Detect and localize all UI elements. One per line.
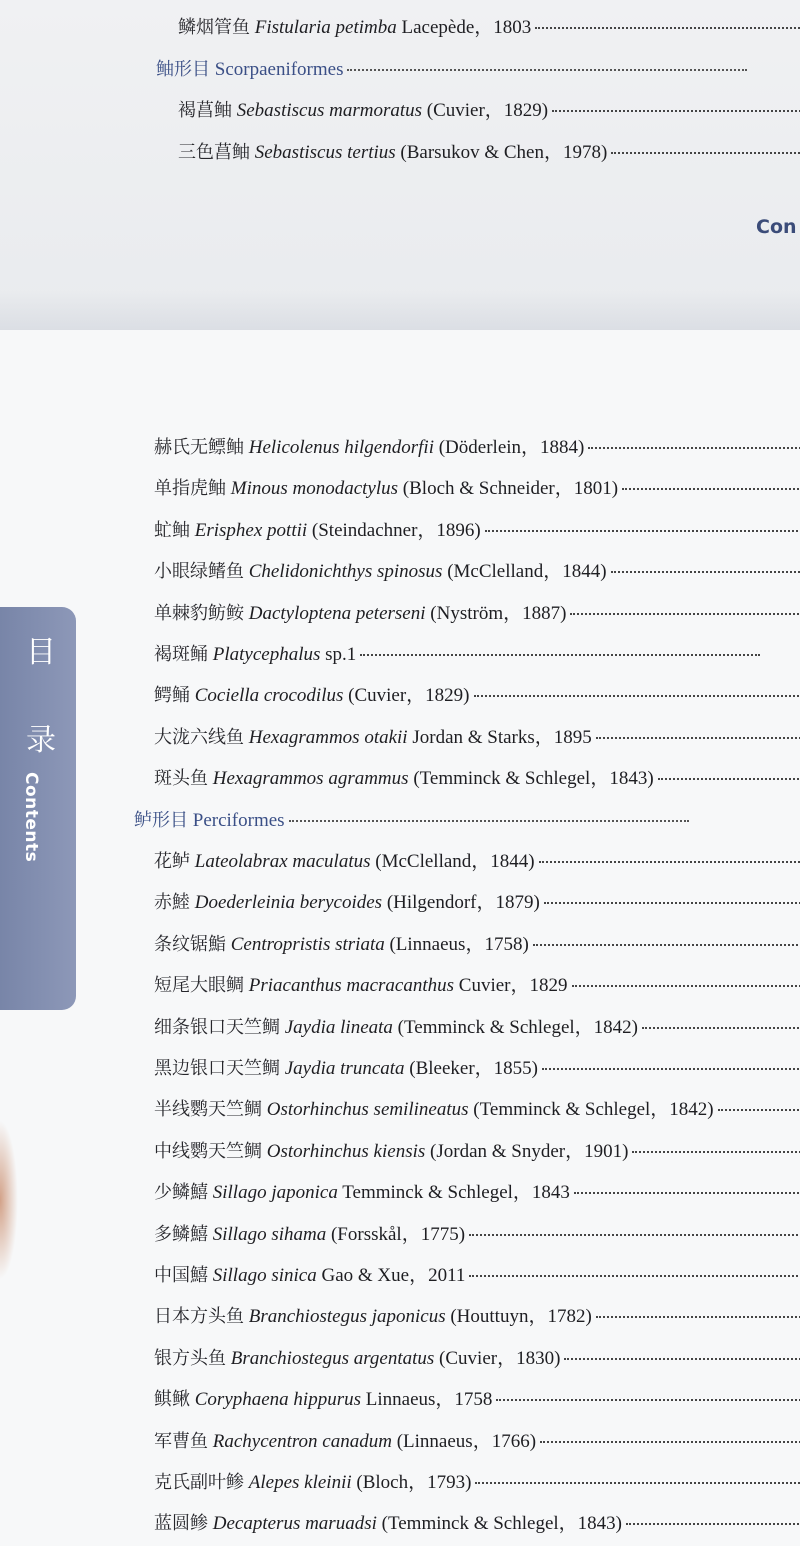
authority: Jordan & Starks，1895 bbox=[412, 726, 592, 748]
dot-leader bbox=[539, 861, 800, 863]
scientific-name: Dactyloptena peterseni bbox=[248, 602, 426, 624]
toc-entry bbox=[154, 560, 800, 584]
scientific-name: Priacanthus macracanthus bbox=[248, 975, 455, 997]
scientific-name: Hexagrammos otakii bbox=[248, 726, 408, 748]
species-chinese-name: 中线鹦天竺鲷 bbox=[154, 1140, 262, 1162]
species-chinese-name: 斑头鱼 bbox=[154, 768, 208, 790]
dot-leader bbox=[485, 530, 800, 532]
toc-entry bbox=[154, 1347, 800, 1371]
toc-entry bbox=[154, 767, 800, 791]
species-chinese-name: 褐斑鲬 bbox=[154, 644, 208, 665]
authority: (Bleeker，1855) bbox=[409, 1058, 539, 1079]
toc-entry bbox=[154, 1430, 800, 1454]
scientific-name: Lateolabrax maculatus bbox=[194, 851, 371, 872]
toc-entry bbox=[154, 891, 800, 915]
authority: Cuvier，1829 bbox=[458, 975, 568, 997]
authority: (Barsukov & Chen，1978) bbox=[400, 141, 608, 163]
dot-leader bbox=[469, 1275, 800, 1277]
toc-order-heading bbox=[134, 809, 800, 833]
authority: (Steindachner，1896) bbox=[311, 519, 481, 541]
dot-leader bbox=[611, 152, 800, 154]
toc-entry bbox=[154, 974, 800, 998]
dot-leader bbox=[474, 695, 800, 697]
dot-leader bbox=[535, 27, 800, 29]
scientific-name: Chelidonichthys spinosus bbox=[248, 561, 443, 583]
species-chinese-name: 蓝圆鲹 bbox=[154, 1513, 208, 1535]
scientific-name: Rachycentron canadum bbox=[212, 1430, 392, 1452]
authority: (Cuvier，1829) bbox=[426, 100, 549, 121]
scientific-name: Jaydia lineata bbox=[284, 1016, 393, 1038]
toc-entry bbox=[178, 141, 800, 165]
toc-entry bbox=[154, 436, 800, 460]
authority: (Temminck & Schlegel，1843) bbox=[381, 1513, 622, 1535]
dot-leader bbox=[596, 1316, 800, 1318]
current-page bbox=[0, 330, 800, 1546]
species-chinese-name: 虻鲉 bbox=[154, 519, 190, 541]
scientific-name: Centropristis striata bbox=[230, 933, 385, 955]
species-chinese-name: 单棘豹鲂𩽾 bbox=[154, 602, 244, 624]
toc-entry bbox=[154, 726, 800, 750]
authority: (Nyström，1887) bbox=[430, 602, 567, 624]
order-chinese-name: 鲉形目 bbox=[156, 58, 210, 80]
species-chinese-name: 赤鯥 bbox=[154, 892, 190, 914]
scientific-name: Sillago sinica bbox=[212, 1265, 317, 1286]
toc-entry bbox=[154, 1512, 800, 1536]
dot-leader bbox=[533, 944, 800, 946]
scientific-name: Minous monodactylus bbox=[230, 478, 399, 500]
species-chinese-name: 褐菖鲉 bbox=[178, 100, 232, 121]
scientific-name: Sebastiscus tertius bbox=[254, 141, 396, 163]
authority: Temminck & Schlegel，1843 bbox=[342, 1182, 570, 1204]
dot-leader bbox=[574, 1192, 800, 1194]
dot-leader bbox=[718, 1109, 800, 1111]
species-chinese-name: 条纹锯鮨 bbox=[154, 933, 226, 955]
toc-entry bbox=[154, 1264, 800, 1288]
authority: (Temminck & Schlegel，1842) bbox=[473, 1099, 714, 1121]
toc-entry bbox=[178, 99, 800, 123]
side-tab-char-1: 目 bbox=[26, 635, 56, 670]
toc-entry bbox=[154, 1223, 800, 1247]
dot-leader bbox=[588, 447, 800, 449]
authority: sp.1 bbox=[325, 644, 357, 665]
binding-edge bbox=[0, 1120, 18, 1280]
toc-entry bbox=[154, 1098, 800, 1122]
toc-entry bbox=[154, 1140, 800, 1164]
dot-leader bbox=[632, 1151, 800, 1153]
page-shadow bbox=[0, 290, 800, 330]
dot-leader bbox=[622, 488, 800, 490]
authority: (Houttuyn，1782) bbox=[450, 1306, 592, 1328]
authority: (Cuvier，1830) bbox=[439, 1347, 561, 1369]
scientific-name: Hexagrammos agrammus bbox=[212, 768, 409, 790]
authority: (Hilgendorf，1879) bbox=[386, 892, 540, 914]
side-tab-english: Contents bbox=[21, 772, 41, 863]
authority: (Bloch & Schneider，1801) bbox=[402, 478, 619, 500]
dot-leader bbox=[542, 1068, 800, 1070]
dot-leader bbox=[496, 1399, 800, 1401]
species-chinese-name: 多鳞鱚 bbox=[154, 1223, 208, 1245]
scientific-name: Helicolenus hilgendorfii bbox=[248, 437, 434, 458]
species-chinese-name: 黑边银口天竺鲷 bbox=[154, 1058, 280, 1079]
species-chinese-name: 中国鱚 bbox=[154, 1265, 208, 1286]
species-chinese-name: 细条银口天竺鲷 bbox=[154, 1016, 280, 1038]
toc-entry bbox=[154, 1181, 800, 1205]
species-chinese-name: 日本方头鱼 bbox=[154, 1306, 244, 1328]
dot-leader bbox=[611, 571, 800, 573]
scientific-name: Erisphex pottii bbox=[194, 519, 308, 541]
toc-entry bbox=[154, 850, 800, 874]
toc-entry bbox=[154, 519, 800, 543]
species-chinese-name: 大泷六线鱼 bbox=[154, 726, 244, 748]
species-chinese-name: 半线鹦天竺鲷 bbox=[154, 1099, 262, 1121]
species-chinese-name: 克氏副叶鲹 bbox=[154, 1472, 244, 1493]
species-chinese-name: 赫氏无鳔鲉 bbox=[154, 437, 244, 458]
authority: (Jordan & Snyder，1901) bbox=[430, 1140, 629, 1162]
running-header: Con bbox=[756, 216, 797, 238]
authority: (Cuvier，1829) bbox=[348, 685, 470, 707]
order-latin-name: Perciformes bbox=[192, 809, 285, 831]
species-chinese-name: 短尾大眼鲷 bbox=[154, 975, 244, 997]
authority: (Bloch，1793) bbox=[356, 1472, 472, 1493]
toc-entry bbox=[154, 602, 800, 626]
species-chinese-name: 小眼绿鳍鱼 bbox=[154, 561, 244, 583]
toc-entry bbox=[154, 1471, 800, 1495]
dot-leader bbox=[552, 110, 800, 112]
scientific-name: Sebastiscus marmoratus bbox=[236, 100, 423, 121]
species-chinese-name: 花鲈 bbox=[154, 851, 190, 872]
authority: (Forsskål，1775) bbox=[330, 1223, 466, 1245]
authority: (McClelland，1844) bbox=[375, 851, 535, 872]
dot-leader bbox=[572, 985, 800, 987]
toc-entry bbox=[154, 1016, 800, 1040]
toc-order-heading bbox=[156, 58, 800, 82]
dot-leader bbox=[564, 1358, 800, 1360]
dot-leader bbox=[544, 902, 800, 904]
scientific-name: Jaydia truncata bbox=[284, 1058, 405, 1079]
order-chinese-name: 鲈形目 bbox=[134, 809, 188, 831]
authority: (Döderlein，1884) bbox=[438, 437, 585, 458]
scientific-name: Doederleinia berycoides bbox=[194, 892, 383, 914]
toc-entry bbox=[154, 933, 800, 957]
contents-side-tab bbox=[0, 607, 76, 1010]
toc-entry bbox=[154, 477, 800, 501]
dot-leader bbox=[596, 737, 800, 739]
dot-leader bbox=[289, 820, 689, 822]
authority: (McClelland，1844) bbox=[447, 561, 607, 583]
dot-leader bbox=[570, 613, 800, 615]
dot-leader bbox=[347, 69, 747, 71]
toc-entry bbox=[154, 1305, 800, 1329]
authority: (Temminck & Schlegel，1842) bbox=[397, 1016, 639, 1038]
dot-leader bbox=[642, 1027, 800, 1029]
toc-entry bbox=[154, 1388, 800, 1412]
scientific-name: Coryphaena hippurus bbox=[194, 1389, 361, 1411]
species-chinese-name: 单指虎鲉 bbox=[154, 478, 226, 500]
authority: (Temminck & Schlegel，1843) bbox=[413, 768, 654, 790]
scientific-name: Decapterus maruadsi bbox=[212, 1513, 377, 1535]
scientific-name: Platycephalus bbox=[212, 644, 321, 665]
dot-leader bbox=[658, 778, 800, 780]
dot-leader bbox=[540, 1441, 800, 1443]
scientific-name: Ostorhinchus semilineatus bbox=[266, 1099, 469, 1121]
dot-leader bbox=[475, 1482, 800, 1484]
authority: Gao & Xue，2011 bbox=[321, 1265, 466, 1286]
toc-entry bbox=[154, 643, 800, 667]
scientific-name: Ostorhinchus kiensis bbox=[266, 1140, 426, 1162]
dot-leader bbox=[469, 1234, 800, 1236]
species-chinese-name: 鳄鲬 bbox=[154, 685, 190, 707]
authority: Linnaeus，1758 bbox=[365, 1389, 493, 1411]
scientific-name: Sillago sihama bbox=[212, 1223, 327, 1245]
scientific-name: Sillago japonica bbox=[212, 1182, 338, 1204]
authority: (Linnaeus，1766) bbox=[396, 1430, 537, 1452]
side-tab-char-2: 录 bbox=[26, 723, 56, 758]
authority: Lacepède，1803 bbox=[401, 17, 532, 38]
cut-off-line bbox=[152, 0, 272, 4]
species-chinese-name: 少鳞鱚 bbox=[154, 1182, 208, 1204]
scientific-name: Branchiostegus japonicus bbox=[248, 1306, 446, 1328]
species-chinese-name: 军曹鱼 bbox=[154, 1430, 208, 1452]
authority: (Linnaeus，1758) bbox=[389, 933, 529, 955]
species-chinese-name: 鳞烟管鱼 bbox=[178, 17, 250, 38]
toc-entry bbox=[154, 684, 800, 708]
species-chinese-name: 三色菖鲉 bbox=[178, 141, 250, 163]
dot-leader bbox=[360, 654, 760, 656]
scientific-name: Fistularia petimba bbox=[254, 17, 397, 38]
scientific-name: Branchiostegus argentatus bbox=[230, 1347, 435, 1369]
scientific-name: Cociella crocodilus bbox=[194, 685, 344, 707]
scientific-name: Alepes kleinii bbox=[248, 1472, 352, 1493]
previous-page bbox=[0, 0, 800, 330]
toc-entry bbox=[154, 1057, 800, 1081]
species-chinese-name: 银方头鱼 bbox=[154, 1347, 226, 1369]
species-chinese-name: 鲯鳅 bbox=[154, 1389, 190, 1411]
dot-leader bbox=[626, 1523, 800, 1525]
toc-entry bbox=[178, 16, 800, 40]
order-latin-name: Scorpaeniformes bbox=[214, 58, 344, 80]
